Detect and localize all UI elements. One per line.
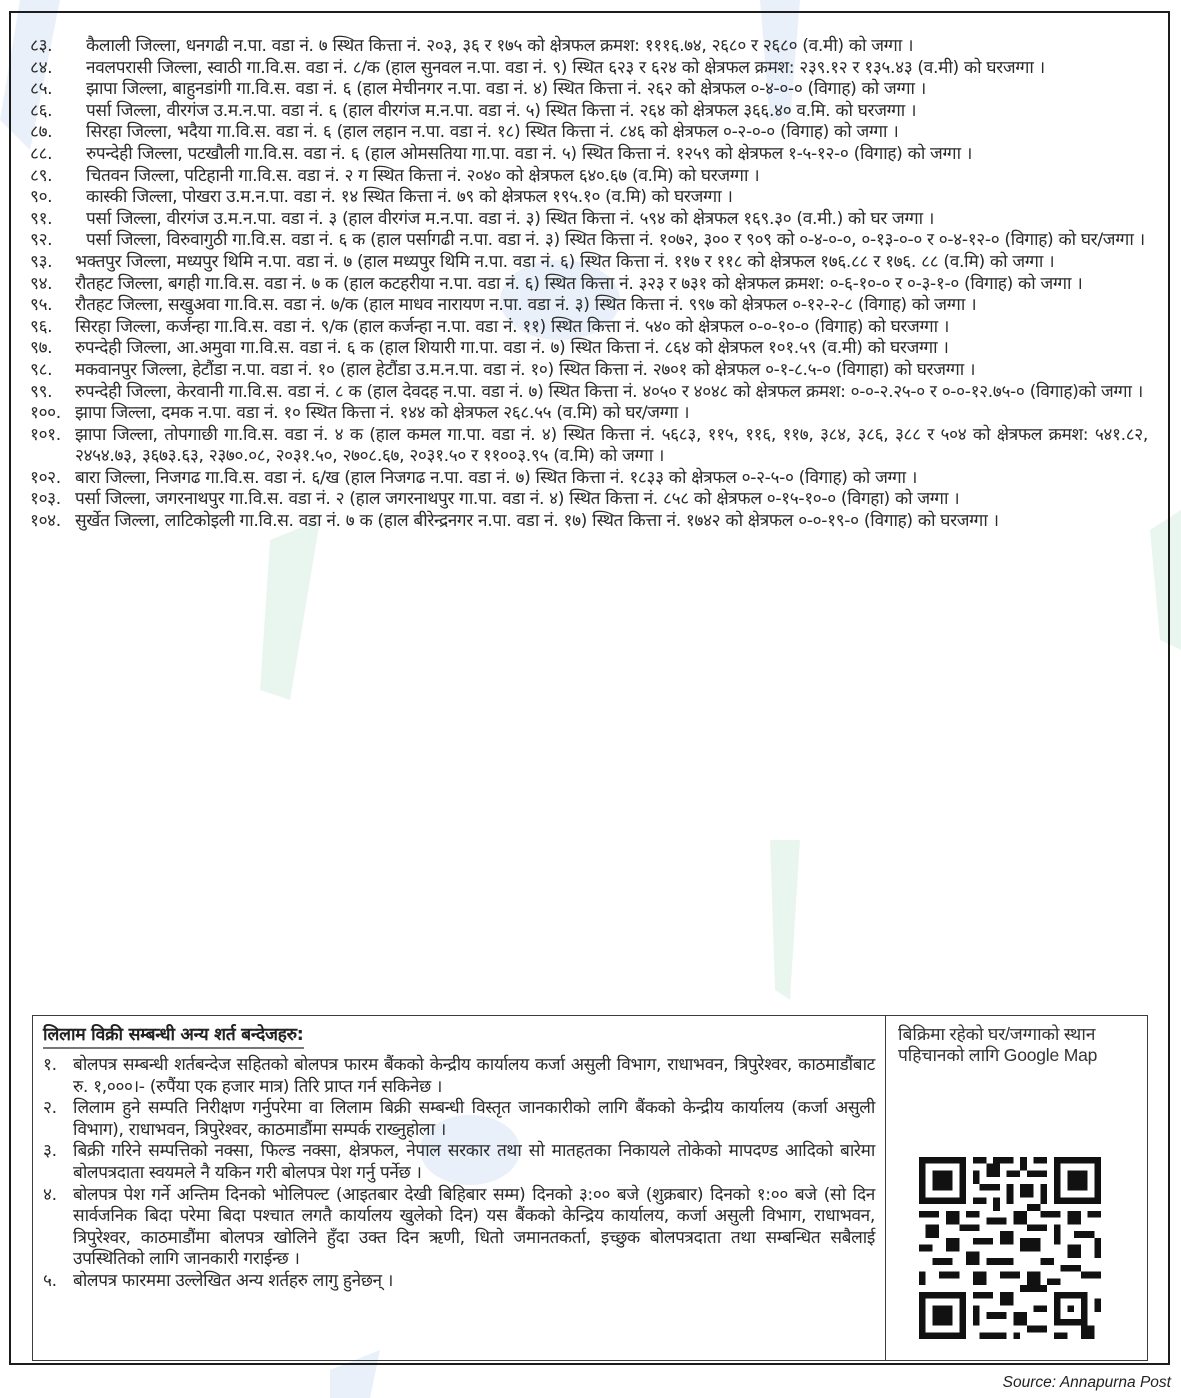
term-item: १. बोलपत्र सम्बन्धी शर्तबन्देज सहितको बोलपत्र फारम बैंकको केन्द्रीय कार्यालय कर्जा असुली विभाग, राधाभवन, त्रिपुरेश्वर, काठमाडौंबाट रु. १,०००।- (रुपैंया एक हजार मात्र) तिरि प्राप्त गर्न सकिनेछ ।	[43, 1055, 875, 1097]
google-map-box	[886, 1016, 1145, 1360]
list-item: ८९. चितवन जिल्ला, पटिहानी गा.वि.स. वडा नं. २ ग स्थित कित्ता नं. २०४० को क्षेत्रफल ६४०.६७ (व.मि) को घरजग्गा ।	[30, 165, 760, 186]
list-item: ९८. मकवानपुर जिल्ला, हेटौंडा न.पा. वडा नं. १० (हाल हेटौंडा उ.म.न.पा. वडा नं. १०) स्थित कित्ता नं. २७०१ को क्षेत्रफल ०-१-८.५-० (विगाहा) को घरजग्गा ।	[30, 359, 976, 380]
property-list	[30, 36, 1148, 533]
list-item: ८५. झापा जिल्ला, बाहुनडांगी गा.वि.स. वडा नं. ६ (हाल मेचीनगर न.पा. वडा नं. ४) स्थित कित्ता नं. २६२ को क्षेत्रफल ०-४-०-० (विगाह) को जग्गा ।	[30, 79, 926, 100]
map-caption: बिक्रिमा रहेको घर/जग्गाको स्थान पहिचानको लागि Google Map	[898, 1024, 1098, 1065]
terms-box	[32, 1015, 1148, 1361]
list-item: १००. झापा जिल्ला, दमक न.पा. वडा नं. १० स्थित कित्ता नं. १४४ को क्षेत्रफल २६८.५५ (व.मि) को घर/जग्गा ।	[30, 403, 690, 424]
term-item: ४. बोलपत्र पेश गर्ने अन्तिम दिनको भोलिपल्ट (आइतबार देखी बिहिबार सम्म) दिनको ३:०० बजे (शुक्रबार) दिनको १:०० बजे (सो दिन सार्वजनिक बिदा परेमा बिदा पश्चात लगतै कार्यालय खुलेको दिन) यस बैंकको केन्द्रिय कार्यालय, कर्जा असुली विभाग, राधाभवन, त्रिपुरेश्वर, काठमाडौंमा बोलपत्र खोलिने हुँदा उक्त दिन ऋणी, धितो जमानतकर्ता, इच्छुक बोलपत्रदाता तथा सम्बन्धित सबैलाई उपस्थितिको लागि जानकारी गराईन्छ ।	[43, 1184, 875, 1270]
terms-list	[43, 1055, 875, 1293]
list-item: ९१. पर्सा जिल्ला, वीरगंज उ.म.न.पा. वडा नं. ३ (हाल वीरगंज म.न.पा. वडा नं. ३) स्थित कित्ता नं. ५९४ को क्षेत्रफल १६९.३० (व.मी.) को घर जग्गा ।	[30, 208, 934, 229]
list-item: ८३. कैलाली जिल्ला, धनगढी न.पा. वडा नं. ७ स्थित कित्ता नं. २०३, ३६ र १७५ को क्षेत्रफल क्रमश: १११६.७४, २६८० र २६८० (व.मी) को जग्गा ।	[30, 36, 914, 56]
term-item: २. लिलाम हुने सम्पति निरीक्षण गर्नुपरेमा वा लिलाम बिक्री सम्बन्धी विस्तृत जानकारीको लागि बैंकको केन्द्रीय कार्यालय (कर्जा असुली विभाग), राधाभवन, त्रिपुरेश्वर, काठमाडौंमा सम्पर्क राख्नुहोला ।	[43, 1098, 875, 1140]
terms-section	[33, 1016, 886, 1360]
list-item: ९९. रुपन्देही जिल्ला, केरवानी गा.वि.स. वडा नं. ८ क (हाल देवदह न.पा. वडा नं. ७) स्थित कित्ता नं. ४०५० र ४०४८ को क्षेत्रफल क्रमश: ०-०-२.२५-० र ०-०-१२.७५-० (विगाह)को जग्गा ।	[30, 381, 1143, 402]
list-item: १०४. सुर्खेत जिल्ला, लाटिकोइली गा.वि.स. वडा नं. ७ क (हाल बीरेन्द्रनगर न.पा. वडा नं. १७) स्थित कित्ता नं. १७४२ को क्षेत्रफल ०-०-१९-० (विगाह) को घरजग्गा ।	[30, 511, 999, 532]
list-item: ८६. पर्सा जिल्ला, वीरगंज उ.म.न.पा. वडा नं. ६ (हाल वीरगंज म.न.पा. वडा नं. ५) स्थित कित्ता नं. २६४ को क्षेत्रफल ३६६.४० व.मि. को घरजग्गा ।	[30, 100, 917, 121]
list-item: ९४. रौतहट जिल्ला, बगही गा.वि.स. वडा नं. ७ क (हाल कटहरीया न.पा. वडा नं. ६) स्थित कित्ता नं. ३२३ र ७३१ को क्षेत्रफल क्रमश: ०-६-१०-० र ०-३-१-० (विगाह) को जग्गा ।	[30, 273, 1083, 294]
list-item: ८७. सिरहा जिल्ला, भदैया गा.वि.स. वडा नं. ६ (हाल लहान न.पा. वडा नं. १८) स्थित कित्ता नं. ८४६ को क्षेत्रफल ०-२-०-० (विगाह) को जग्गा ।	[30, 122, 899, 143]
list-item: १०३. पर्सा जिल्ला, जगरनाथपुर गा.वि.स. वडा नं. २ (हाल जगरनाथपुर गा.पा. वडा नं. ४) स्थित कित्ता नं. ८५८ को क्षेत्रफल ०-१५-१०-० (विगहा) को जग्गा ।	[30, 489, 960, 510]
qr-code-icon[interactable]	[912, 1150, 1108, 1346]
list-item: ९५. रौतहट जिल्ला, सखुअवा गा.वि.स. वडा नं. ७/क (हाल माधव नारायण न.पा. वडा नं. ३) स्थित कित्ता नं. ९९७ को क्षेत्रफल ०-१२-२-८ (विगाह) को जग्गा ।	[30, 295, 977, 316]
source-credit: Source: Annapurna Post	[1002, 1374, 1171, 1391]
list-item: १०२. बारा जिल्ला, निजगढ गा.वि.स. वडा नं. ६/ख (हाल निजगढ न.पा. वडा नं. ७) स्थित कित्ता नं. १८३३ को क्षेत्रफल ०-२-५-० (विगाह) को जग्गा ।	[30, 467, 918, 488]
list-item: ९६. सिरहा जिल्ला, कर्जन्हा गा.वि.स. वडा नं. ९/क (हाल कर्जन्हा न.पा. वडा नं. ११) स्थित कित्ता नं. ५४० को क्षेत्रफल ०-०-१०-० (विगाह) को घरजग्गा ।	[30, 316, 950, 337]
list-item: ८४. नवलपरासी जिल्ला, स्वाठी गा.वि.स. वडा नं. ८/क (हाल सुनवल न.पा. वडा नं. ९) स्थित ६२३ र ६२४ को क्षेत्रफल क्रमश: २३९.१२ र १३५.४३ (व.मी) को घरजग्गा ।	[30, 57, 1045, 78]
term-item: ५. बोलपत्र फारममा उल्लेखित अन्य शर्तहरु लागु हुनेछन् ।	[43, 1270, 393, 1291]
term-item: ३. बिक्री गरिने सम्पत्तिको नक्सा, फिल्ड नक्सा, क्षेत्रफल, नेपाल सरकार तथा सो मातहतका निकायले तोकेको मापदण्ड आदिको बारेमा बोलपत्रदाता स्वयमले नै यकिन गरी बोलपत्र पेश गर्नु पर्नेछ ।	[43, 1141, 875, 1183]
terms-heading: लिलाम विक्री सम्बन्धी अन्य शर्त बन्देजहरु:	[43, 1022, 304, 1049]
list-item: ९७. रुपन्देही जिल्ला, आ.अमुवा गा.वि.स. वडा नं. ६ क (हाल शियारी गा.पा. वडा नं. ७) स्थित कित्ता नं. ८६४ को क्षेत्रफल १०१.५९ (व.मी) को घरजग्गा ।	[30, 338, 949, 359]
list-item: १०१. झापा जिल्ला, तोपगाछी गा.वि.स. वडा नं. ४ क (हाल कमल गा.पा. वडा नं. ४) स्थित कित्ता नं. ५६८३, ११५, ११६, ११७, ३८४, ३८६, ३८८ र ५०४ को क्षेत्रफल क्रमश: ५४१.८२, २४५४.७३, ३६७३.६३, २३७०.०८, २०३१.५०, २७०८.६७, २०३१.५० र ११००३.९५ (व.मि) को जग्गा ।	[30, 424, 1148, 467]
list-item: ९२. पर्सा जिल्ला, विरुवागुठी गा.वि.स. वडा नं. ६ क (हाल पर्सागढी न.पा. वडा नं. ३) स्थित कित्ता नं. १०७२, ३०० र ९०९ को ०-४-०-०, ०-१३-०-० र ०-४-१२-० (विगाह) को घर/जग्गा ।	[30, 230, 1145, 251]
list-item: ९०. कास्की जिल्ला, पोखरा उ.म.न.पा. वडा नं. १४ स्थित कित्ता नं. ७९ को क्षेत्रफल १९५.१० (व.मि) को घरजग्गा ।	[30, 187, 733, 208]
list-item: ९३. भक्तपुर जिल्ला, मध्यपुर थिमि न.पा. वडा नं. ७ (हाल मध्यपुर थिमि न.पा. वडा नं. ६) स्थित कित्ता नं. ११७ र ११८ को क्षेत्रफल १७६.८८ र १७६. ८८ (व.मि) को जग्गा ।	[30, 251, 1055, 272]
list-item: ८८. रुपन्देही जिल्ला, पटखौली गा.वि.स. वडा नं. ६ (हाल ओमसतिया गा.पा. वडा नं. ५) स्थित कित्ता नं. १२५९ को क्षेत्रफल १-५-१२-० (विगाह) को जग्गा ।	[30, 143, 972, 164]
